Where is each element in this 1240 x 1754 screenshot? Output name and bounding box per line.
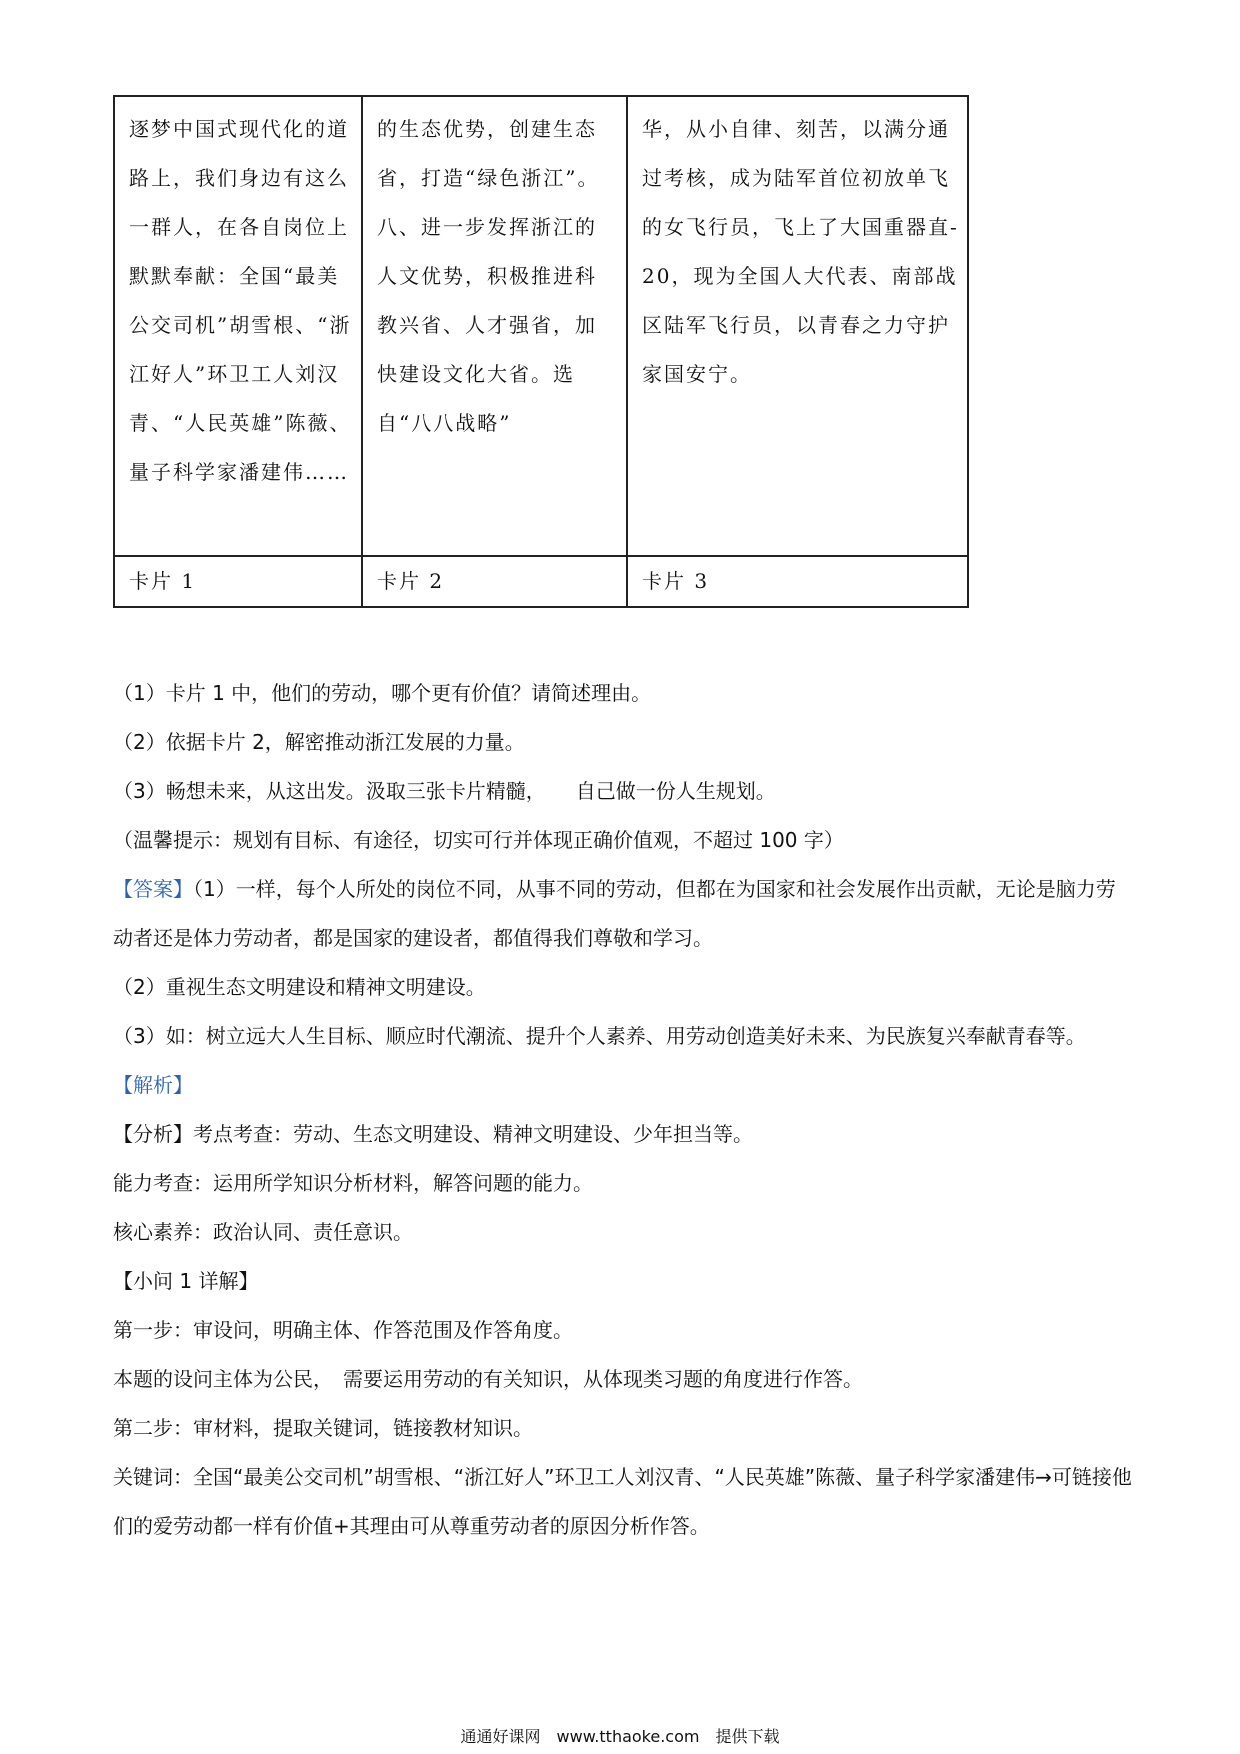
cards-table [113,95,969,608]
question-2: （2）依据卡片 2，解密推动浙江发展的力量。 [113,730,525,754]
step-2: 第二步：审材料，提取关键词，链接教材知识。 [113,1416,533,1440]
answer-tag: 【答案】 [113,877,193,901]
card-1-label: 卡片 1 [114,556,362,607]
card-2-content: 的生态优势，创建生态省，打造“绿色浙江”。八、进一步发挥浙江的人文优势，积极推进科教兴省、人才强省，加快建设文化大省。选自“八八战略” [362,96,627,556]
page-footer: 通通好课网 www.tthaoke.com 提供下载 [460,1727,780,1746]
card-2-label: 卡片 2 [362,556,627,607]
cards-content-row [114,96,968,556]
answer-1-text: （1）一样，每个人所处的岗位不同，从事不同的劳动，但都在为国家和社会发展作出贡献，无论是脑力劳动者还是体力劳动者，都是国家的建设者，都值得我们尊敬和学习。 [113,877,1116,950]
answer-2: （2）重视生态文明建设和精神文明建设。 [113,975,486,999]
document-body [113,669,1133,1551]
analysis-tag: 【解析】 [113,1073,193,1097]
keywords: 关键词：全国“最美公交司机”胡雪根、“浙江好人”环卫工人刘汉青、“人民英雄”陈薇、量子科学家潘建伟→可链接他们的爱劳动都一样有价值+其理由可从尊重劳动者的原因分析作答。 [113,1465,1132,1538]
card-1-content: 逐梦中国式现代化的道路上，我们身边有这么一群人，在各自岗位上默默奉献：全国“最美公交司机”胡雪根、“浙江好人”环卫工人刘汉青、“人民英雄”陈薇、量子科学家潘建伟…… [114,96,362,556]
sub-question-1-heading: 【小问 1 详解】 [113,1269,259,1293]
analysis-core: 核心素养：政治认同、责任意识。 [113,1220,413,1244]
card-3-label: 卡片 3 [627,556,968,607]
step-1: 第一步：审设问，明确主体、作答范围及作答角度。 [113,1318,573,1342]
question-tip: （温馨提示：规划有目标、有途径，切实可行并体现正确价值观，不超过 100 字） [113,828,844,852]
step-1-detail: 本题的设问主体为公民， 需要运用劳动的有关知识，从体现类习题的角度进行作答。 [113,1367,863,1391]
analysis-ability: 能力考查：运用所学知识分析材料，解答问题的能力。 [113,1171,593,1195]
cards-label-row [114,556,968,607]
analysis-heading [113,1061,1133,1110]
card-3-content: 华，从小自律、刻苦，以满分通过考核，成为陆军首位初放单飞的女飞行员，飞上了大国重器直-20，现为全国人大代表、南部战区陆军飞行员，以青春之力守护家国安宁。 [627,96,968,556]
analysis-fenxi: 【分析】考点考查：劳动、生态文明建设、精神文明建设、少年担当等。 [113,1122,753,1146]
answer-3: （3）如：树立远大人生目标、顺应时代潮流、提升个人素养、用劳动创造美好未来、为民族复兴奉献青春等。 [113,1024,1086,1048]
answer-1 [113,865,1133,963]
question-1: （1）卡片 1 中，他们的劳动，哪个更有价值？请简述理由。 [113,681,652,705]
question-3: （3）畅想未来，从这出发。汲取三张卡片精髓， 自己做一份人生规划。 [113,779,776,803]
